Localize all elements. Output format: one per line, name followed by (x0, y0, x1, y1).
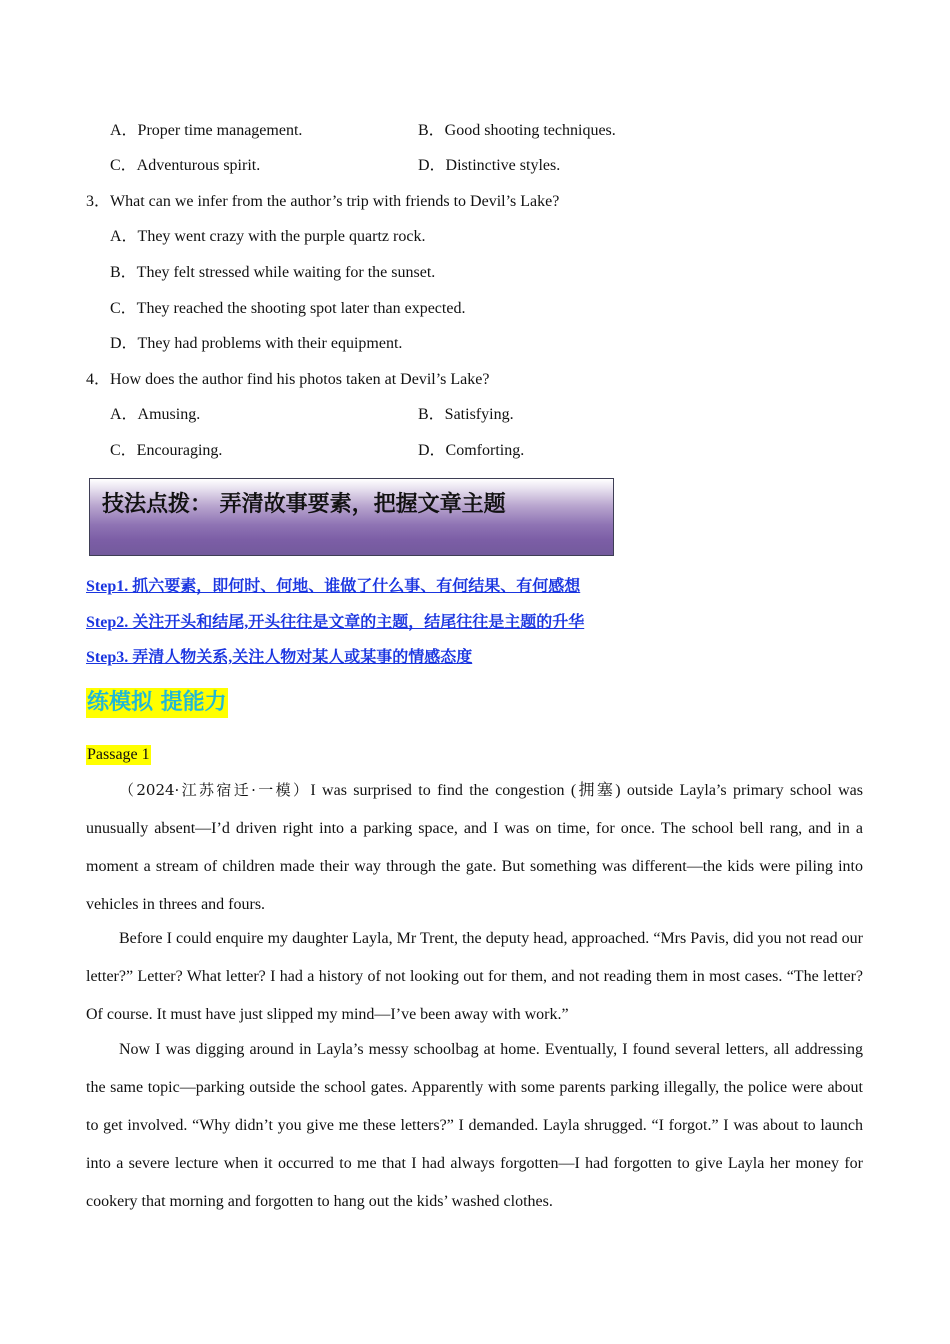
tip-title: 技法点拨： 弄清故事要素，把握文章主题 (102, 492, 506, 517)
passage-paragraph-3: Now I was digging around in Layla’s messy schoolbag at home. Eventually, I found several letters, all addressing the same topic—parking outside the school gates. Apparently with some parents parking illegally, the police were about to get involved. “Why didn’t you give me these letters?” I demanded. Layla shrugged. “I forgot.” I was about to launch into a severe lecture when it occurred to me that I had always forgotten—I had forgotten to give Layla her money for cookery that morning and forgotten to hang out the kids’ washed clothes. (86, 1041, 863, 1210)
q2-option-d: D．Distinctive styles. (418, 157, 561, 174)
paragraph-1-text: I was surprised to find the congestion (拥塞) outside Layla’s primary school was unusually absent—I’d driven right into a parking space, and I was on time, for once. The school bell rang, and in a moment a stream of children made their way through the gate. But something was different—the kids were piling into vehicles in threes and fours. (86, 782, 863, 913)
passage-label: Passage 1 (87, 746, 150, 763)
q3-option-b: B．They felt stressed while waiting for the sunset. (110, 264, 436, 281)
step-1-link[interactable]: Step1. 抓六要素，即何时、何地、谁做了什么事、有何结果、有何感想 (86, 578, 581, 595)
q4-option-a: A．Amusing. (110, 406, 201, 423)
section-heading: 练模拟 提能力 (86, 688, 228, 718)
q4-option-b: B．Satisfying. (418, 406, 514, 423)
step-2-link[interactable]: Step2. 关注开头和结尾,开头往往是文章的主题，结尾往往是主题的升华 (86, 614, 585, 631)
q3-option-d: D．They had problems with their equipment. (110, 335, 403, 352)
passage-paragraph-2: Before I could enquire my daughter Layla, Mr Trent, the deputy head, approached. “Mrs Pavis, did you not read our letter?” Letter? What letter? I had a history of not looking out for them, and not reading them in most cases. “The letter? Of course. It must have just slipped my mind—I’ve been away with work.” (86, 930, 863, 1023)
passage-source: （2024·江苏宿迁·一模） (119, 781, 311, 799)
tip-banner (89, 478, 614, 556)
passage-paragraph-1 (86, 771, 863, 924)
q2-option-b: B．Good shooting techniques. (418, 122, 616, 139)
q3-option-c: C．They reached the shooting spot later than expected. (110, 300, 466, 317)
q2-option-c: C．Adventurous spirit. (110, 157, 261, 174)
step-3-link[interactable]: Step3. 弄清人物关系,关注人物对某人或某事的情感态度 (86, 649, 473, 666)
q2-option-a: A．Proper time management. (110, 122, 303, 139)
q4-question: 4．How does the author find his photos taken at Devil’s Lake? (86, 371, 490, 388)
q4-option-d: D．Comforting. (418, 442, 525, 459)
q3-question: 3．What can we infer from the author’s trip with friends to Devil’s Lake? (86, 193, 560, 210)
q3-option-a: A．They went crazy with the purple quartz rock. (110, 228, 426, 245)
q4-option-c: C．Encouraging. (110, 442, 223, 459)
